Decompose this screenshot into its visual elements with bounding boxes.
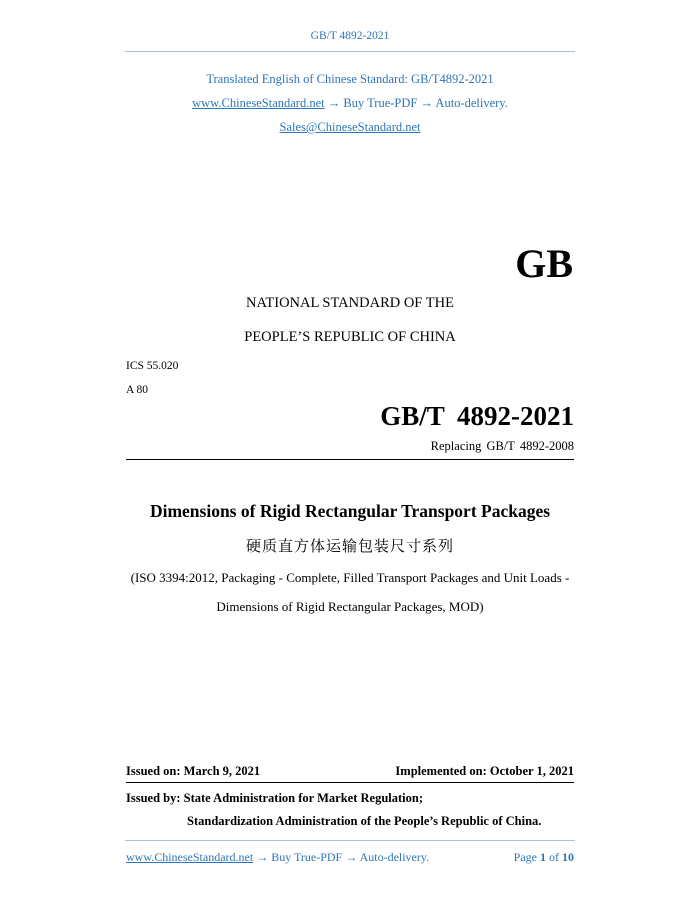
page-number: 1 [540,850,546,864]
footer-buy-text: → Buy True-PDF → Auto-delivery. [253,850,430,864]
promo-email [0,120,700,135]
running-header: GB/T 4892-2021 [310,30,390,42]
footer-rule [125,840,575,841]
of-label: of [549,850,559,864]
standard-number: GB/T 4892-2021 [380,401,574,431]
footer-site-link[interactable]: www.ChineseStandard.net [126,850,254,864]
dates-row [126,764,574,779]
promo-line: Translated English of Chinese Standard: GB/T4892-2021 [206,72,494,86]
replacing-note: Replacing GB/T 4892-2008 [430,439,574,453]
national-standard-line2: PEOPLE’S REPUBLIC OF CHINA [244,329,456,345]
title-chinese: 硬质直方体运输包装尺寸系列 [245,537,454,555]
page-label: Page [513,850,537,864]
iso-reference-line1: (ISO 3394:2012, Packaging - Complete, Filled Transport Packages and Unit Loads - [130,570,570,585]
promo-buy-text: → Buy True-PDF → Auto-delivery. [324,96,508,110]
email-link[interactable]: Sales@ChineseStandard.net [279,120,421,134]
title-english: Dimensions of Rigid Rectangular Transport Packages [149,501,551,521]
header-rule [125,51,575,52]
issued-date: Issued on: March 9, 2021 [126,764,261,778]
issuer-line2: Standardization Administration of the People’s Republic of China. [187,814,542,828]
promo-links [0,96,700,111]
iso-reference-line2: Dimensions of Rigid Rectangular Packages, MOD) [216,599,484,614]
footer [126,850,574,865]
page-total: 10 [562,850,574,864]
page-indicator [514,850,574,865]
dates-rule [126,782,574,783]
title-rule [126,459,574,460]
implemented-date: Implemented on: October 1, 2021 [395,764,574,778]
national-standard-line1: NATIONAL STANDARD OF THE [246,295,454,311]
site-link[interactable]: www.ChineseStandard.net [192,96,325,110]
ccs-code: A 80 [126,384,149,396]
ics-code: ICS 55.020 [126,360,179,372]
issuer-line1: Issued by: State Administration for Market Regulation; [126,791,423,805]
gb-mark: GB [515,241,573,286]
